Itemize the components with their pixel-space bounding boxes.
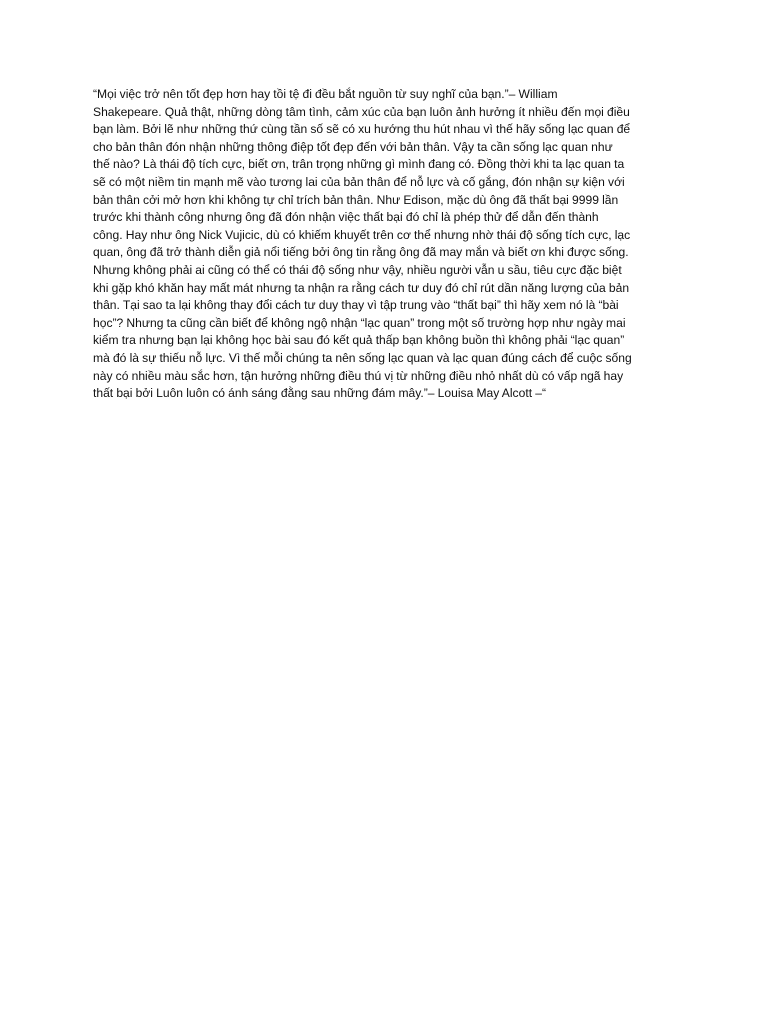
body-paragraph: “Mọi việc trở nên tốt đẹp hơn hay tồi tệ đi đều bắt nguồn từ suy nghĩ của bạn.”– William Shakepeare. Quả thật, những dòng tâm tình, cảm xúc của bạn luôn ảnh hưởng ít nhiều đến mọi điều bạn làm. Bởi lẽ như những thứ cùng tần số sẽ có xu hướng thu hút nhau vì thế hãy sống lạc quan để cho bản thân đón nhận những thông điệp tốt đẹp đến với bản thân. Vậy ta cần sống lạc quan như thế nào? Là thái độ tích cực, biết ơn, trân trọng những gì mình đang có. Đồng thời khi ta lạc quan ta sẽ có một niềm tin mạnh mẽ vào tương lai của bản thân để nỗ lực và cố gắng, đón nhận sự kiện với bản thân cởi mở hơn khi không tự chỉ trích bản thân. Như Edison, mặc dù ông đã thất bại 9999 lần trước khi thành công nhưng ông đã đón nhận việc thất bại đó chỉ là phép thử để dẫn đến thành công. Hay như ông Nick Vujicic, dù có khiếm khuyết trên cơ thể nhưng nhờ thái độ sống tích cực, lạc quan, ông đã trở thành diễn giả nổi tiếng bởi ông tin rằng ông đã may mắn và biết ơn khi được sống. Nhưng không phải ai cũng có thể có thái độ sống như vậy, nhiều người vẫn u sầu, tiêu cực đặc biệt khi gặp khó khăn hay mất mát nhưng ta nhận ra rằng cách tư duy đó chỉ rút dần năng lượng của bản thân. Tại sao ta lại không thay đổi cách tư duy thay vì tập trung vào “thất bại” thì hãy xem nó là “bài học”? Nhưng ta cũng cần biết để không ngộ nhận “lạc quan” trong một số trường hợp như ngày mai kiểm tra nhưng bạn lại không học bài sau đó kết quả thấp bạn không buồn thì không phải “lạc quan” mà đó là sự thiếu nỗ lực. Vì thế mỗi chúng ta nên sống lạc quan và lạc quan đúng cách để cuộc sống này có nhiều màu sắc hơn, tận hưởng những điều thú vị từ những điều nhỏ nhất dù có vấp ngã hay thất bại bởi Luôn luôn có ánh sáng đằng sau những đám mây.”– Louisa May Alcott –“ (93, 87, 632, 401)
document-content (93, 86, 675, 403)
